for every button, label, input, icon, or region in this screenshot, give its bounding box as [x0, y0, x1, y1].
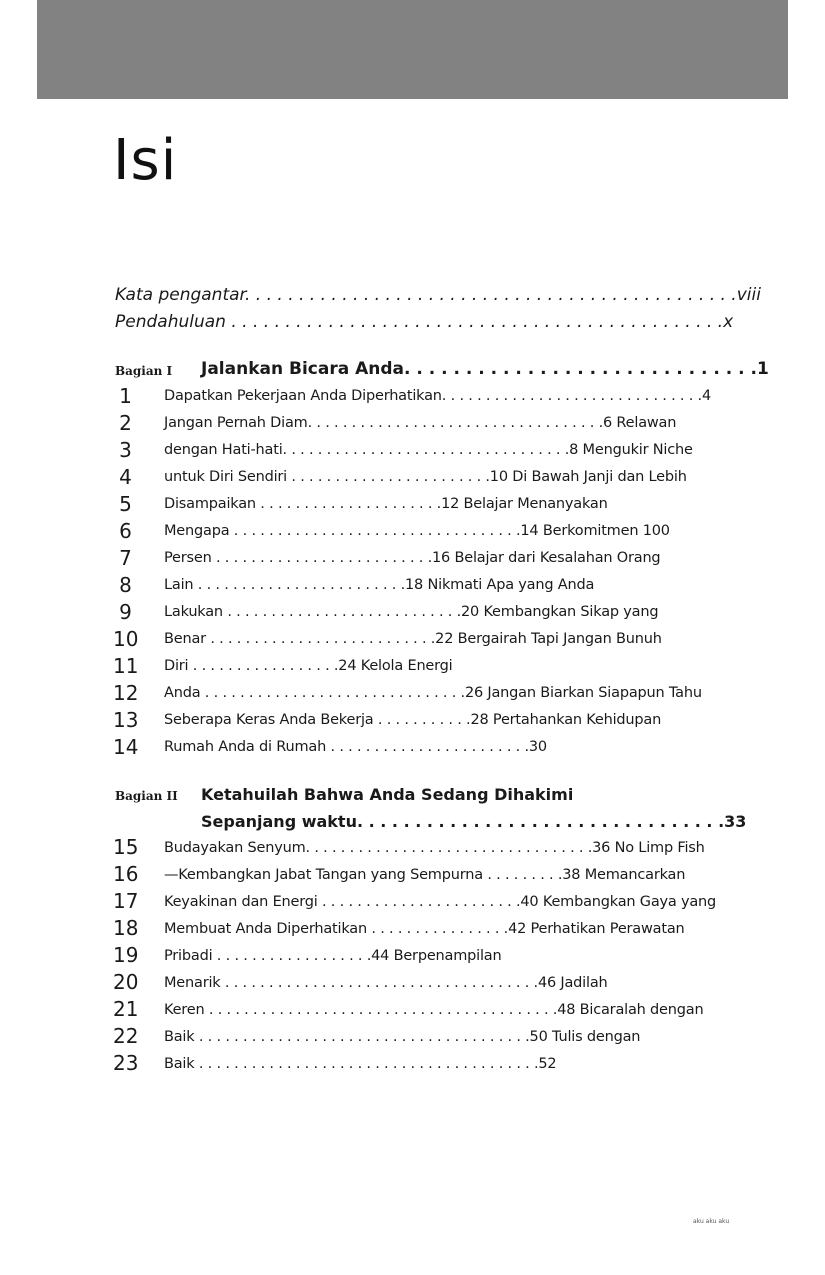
part-label: Bagian I [115, 364, 173, 378]
toc-entry[interactable]: Budayakan Senyum. . . . . . . . . . . . . . . . . . . . . . . . . . . . . . . . .36 No Limp Fish [164, 840, 705, 856]
part-title-continued[interactable]: Sepanjang waktu. . . . . . . . . . . . . . . . . . . . . . . . . . . . . . . .33 [201, 812, 747, 831]
part-label: Bagian II [115, 789, 178, 803]
chapter-number: 15 [113, 835, 139, 859]
toc-entry[interactable]: Rumah Anda di Rumah . . . . . . . . . . . . . . . . . . . . . . .30 [164, 739, 547, 755]
part-title[interactable]: Jalankan Bicara Anda. . . . . . . . . . . . . . . . . . . . . . . . . . . . .1 [201, 359, 769, 379]
chapter-number: 9 [119, 600, 132, 624]
chapter-number: 7 [119, 546, 132, 570]
chapter-number: 2 [119, 411, 132, 435]
chapter-number: 22 [113, 1024, 139, 1048]
toc-entry[interactable]: Keren . . . . . . . . . . . . . . . . . . . . . . . . . . . . . . . . . . . . . . . .48 Bicaralah dengan [164, 1002, 704, 1018]
toc-entry[interactable]: Anda . . . . . . . . . . . . . . . . . . . . . . . . . . . . . .26 Jangan Biarkan Siapapun Tahu [164, 685, 702, 701]
chapter-number: 17 [113, 889, 139, 913]
chapter-number: 6 [119, 519, 132, 543]
toc-entry[interactable]: dengan Hati-hati. . . . . . . . . . . . . . . . . . . . . . . . . . . . . . . . .8 Mengukir Niche [164, 442, 693, 458]
toc-entry[interactable]: Baik . . . . . . . . . . . . . . . . . . . . . . . . . . . . . . . . . . . . . .50 Tulis dengan [164, 1029, 641, 1045]
toc-entry[interactable]: Membuat Anda Diperhatikan . . . . . . . . . . . . . . . .42 Perhatikan Perawatan [164, 921, 685, 937]
chapter-number: 14 [113, 735, 139, 759]
chapter-number: 10 [113, 627, 139, 651]
toc-entry[interactable]: Seberapa Keras Anda Bekerja . . . . . . . . . . .28 Pertahankan Kehidupan [164, 712, 662, 728]
chapter-number: 21 [113, 997, 139, 1021]
chapter-number: 3 [119, 438, 132, 462]
toc-entry[interactable]: —Kembangkan Jabat Tangan yang Sempurna . . . . . . . . .38 Memancarkan [164, 867, 686, 883]
page-footer: aku aku aku [693, 1218, 730, 1225]
header-bar [37, 0, 788, 99]
toc-entry[interactable]: Persen . . . . . . . . . . . . . . . . . . . . . . . . .16 Belajar dari Kesalahan Orang [164, 550, 661, 566]
chapter-number: 13 [113, 708, 139, 732]
chapter-number: 11 [113, 654, 139, 678]
toc-entry[interactable]: Baik . . . . . . . . . . . . . . . . . . . . . . . . . . . . . . . . . . . . . . .52 [164, 1056, 557, 1072]
toc-entry[interactable]: untuk Diri Sendiri . . . . . . . . . . . . . . . . . . . . . . .10 Di Bawah Janji dan Lebih [164, 469, 687, 485]
chapter-number: 23 [113, 1051, 139, 1075]
toc-entry[interactable]: Benar . . . . . . . . . . . . . . . . . . . . . . . . . .22 Bergairah Tapi Jangan Bunuh [164, 631, 662, 647]
chapter-number: 18 [113, 916, 139, 940]
toc-entry[interactable]: Dapatkan Pekerjaan Anda Diperhatikan. . . . . . . . . . . . . . . . . . . . . . . . . . . . . .4 [164, 388, 711, 404]
toc-entry[interactable]: Keyakinan dan Energi . . . . . . . . . . . . . . . . . . . . . . .40 Kembangkan Gaya yang [164, 894, 717, 910]
chapter-number: 4 [119, 465, 132, 489]
toc-entry[interactable]: Jangan Pernah Diam. . . . . . . . . . . . . . . . . . . . . . . . . . . . . . . . . .6 Relawan [164, 415, 677, 431]
page-title: Isi [113, 128, 178, 193]
chapter-number: 1 [119, 384, 132, 408]
chapter-number: 20 [113, 970, 139, 994]
toc-front-matter-introduction[interactable]: Pendahuluan . . . . . . . . . . . . . . . . . . . . . . . . . . . . . . . . . . . . . . . . . . . . . .x [115, 312, 734, 332]
chapter-number: 8 [119, 573, 132, 597]
chapter-number: 5 [119, 492, 132, 516]
toc-entry[interactable]: Diri . . . . . . . . . . . . . . . . .24 Kelola Energi [164, 658, 453, 674]
toc-entry[interactable]: Pribadi . . . . . . . . . . . . . . . . . .44 Berpenampilan [164, 948, 502, 964]
chapter-number: 12 [113, 681, 139, 705]
toc-entry[interactable]: Lain . . . . . . . . . . . . . . . . . . . . . . . .18 Nikmati Apa yang Anda [164, 577, 595, 593]
toc-front-matter-foreword[interactable]: Kata pengantar. . . . . . . . . . . . . . . . . . . . . . . . . . . . . . . . . . . . . . . . . . . . . .viii [115, 285, 761, 305]
chapter-number: 19 [113, 943, 139, 967]
toc-entry[interactable]: Disampaikan . . . . . . . . . . . . . . . . . . . . .12 Belajar Menanyakan [164, 496, 608, 512]
part-title[interactable]: Ketahuilah Bahwa Anda Sedang Dihakimi [201, 785, 574, 804]
toc-entry[interactable]: Mengapa . . . . . . . . . . . . . . . . . . . . . . . . . . . . . . . . .14 Berkomitmen 100 [164, 523, 670, 539]
toc-entry[interactable]: Lakukan . . . . . . . . . . . . . . . . . . . . . . . . . . .20 Kembangkan Sikap yang [164, 604, 659, 620]
toc-entry[interactable]: Menarik . . . . . . . . . . . . . . . . . . . . . . . . . . . . . . . . . . . .46 Jadilah [164, 975, 608, 991]
chapter-number: 16 [113, 862, 139, 886]
